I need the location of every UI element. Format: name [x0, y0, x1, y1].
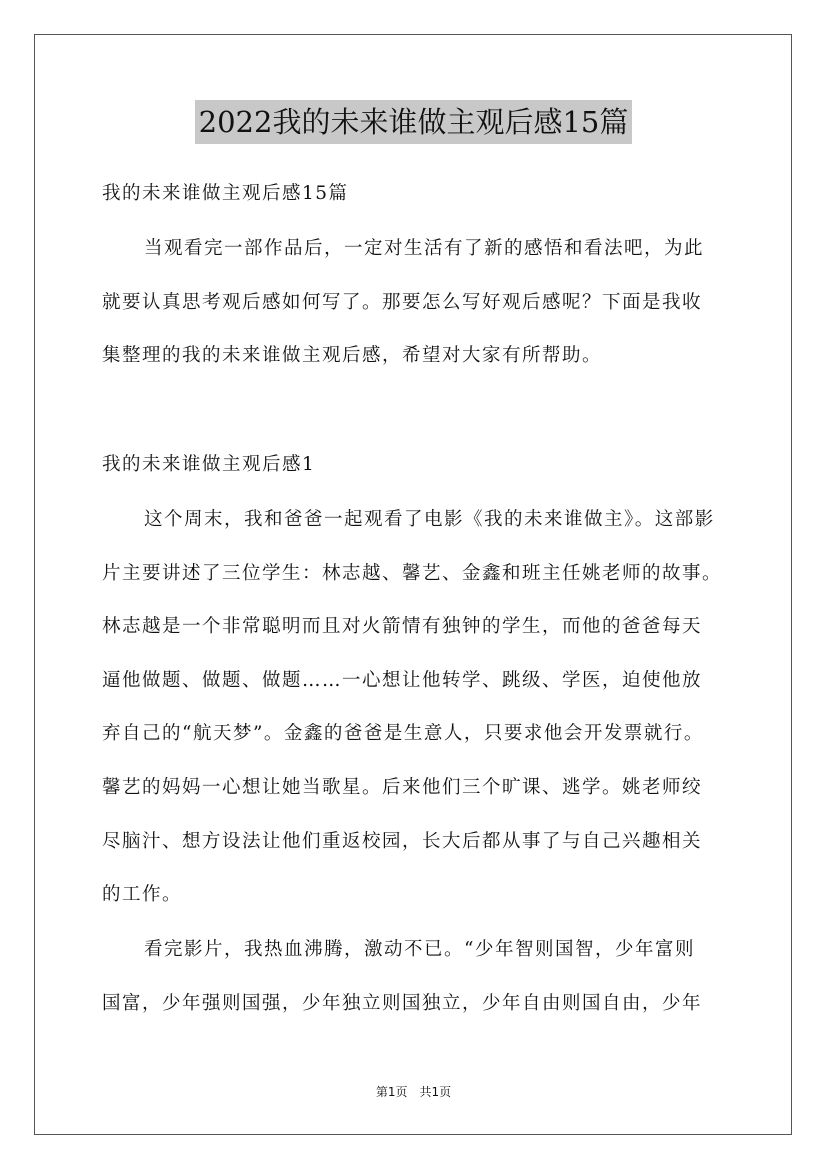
paragraph-line: 尽脑汁、想方设法让他们重返校园，长大后都从事了与自己兴趣相关	[102, 831, 703, 852]
paragraph-line: 片主要讲述了三位学生：林志越、馨艺、金鑫和班主任姚老师的故事。	[102, 563, 723, 584]
page-number: 第1页 共1页	[375, 1085, 452, 1099]
document-subtitle: 我的未来谁做主观后感15篇	[102, 183, 349, 204]
paragraph-line: 国富，少年强则国强，少年独立则国独立，少年自由则国自由，少年	[102, 993, 703, 1014]
paragraph-line: 弃自己的“航天梦”。金鑫的爸爸是生意人，只要求他会开发票就行。	[102, 723, 704, 744]
title-container	[0, 100, 827, 144]
intro-line: 集整理的我的未来谁做主观后感，希望对大家有所帮助。	[102, 345, 603, 366]
section-heading: 我的未来谁做主观后感1	[102, 454, 316, 475]
paragraph-line: 这个周末，我和爸爸一起观看了电影《我的未来谁做主》。这部影	[144, 509, 715, 530]
paragraph-line: 馨艺的妈妈一心想让她当歌星。后来他们三个旷课、逃学。姚老师绞	[102, 777, 703, 798]
intro-line: 当观看完一部作品后，一定对生活有了新的感悟和看法吧，为此	[144, 238, 705, 259]
paragraph-line: 的工作。	[102, 884, 183, 905]
document-title: 2022我的未来谁做主观后感15篇	[195, 100, 633, 144]
paragraph-line: 林志越是一个非常聪明而且对火箭情有独钟的学生，而他的爸爸每天	[102, 616, 703, 637]
paragraph-line: 逼他做题、做题、做题……一心想让他转学、跳级、学医，迫使他放	[102, 670, 703, 691]
paragraph-line: 看完影片，我热血沸腾，激动不已。“少年智则国智，少年富则	[144, 939, 695, 960]
intro-line: 就要认真思考观后感如何写了。那要怎么写好观后感呢？下面是我收	[102, 292, 703, 313]
